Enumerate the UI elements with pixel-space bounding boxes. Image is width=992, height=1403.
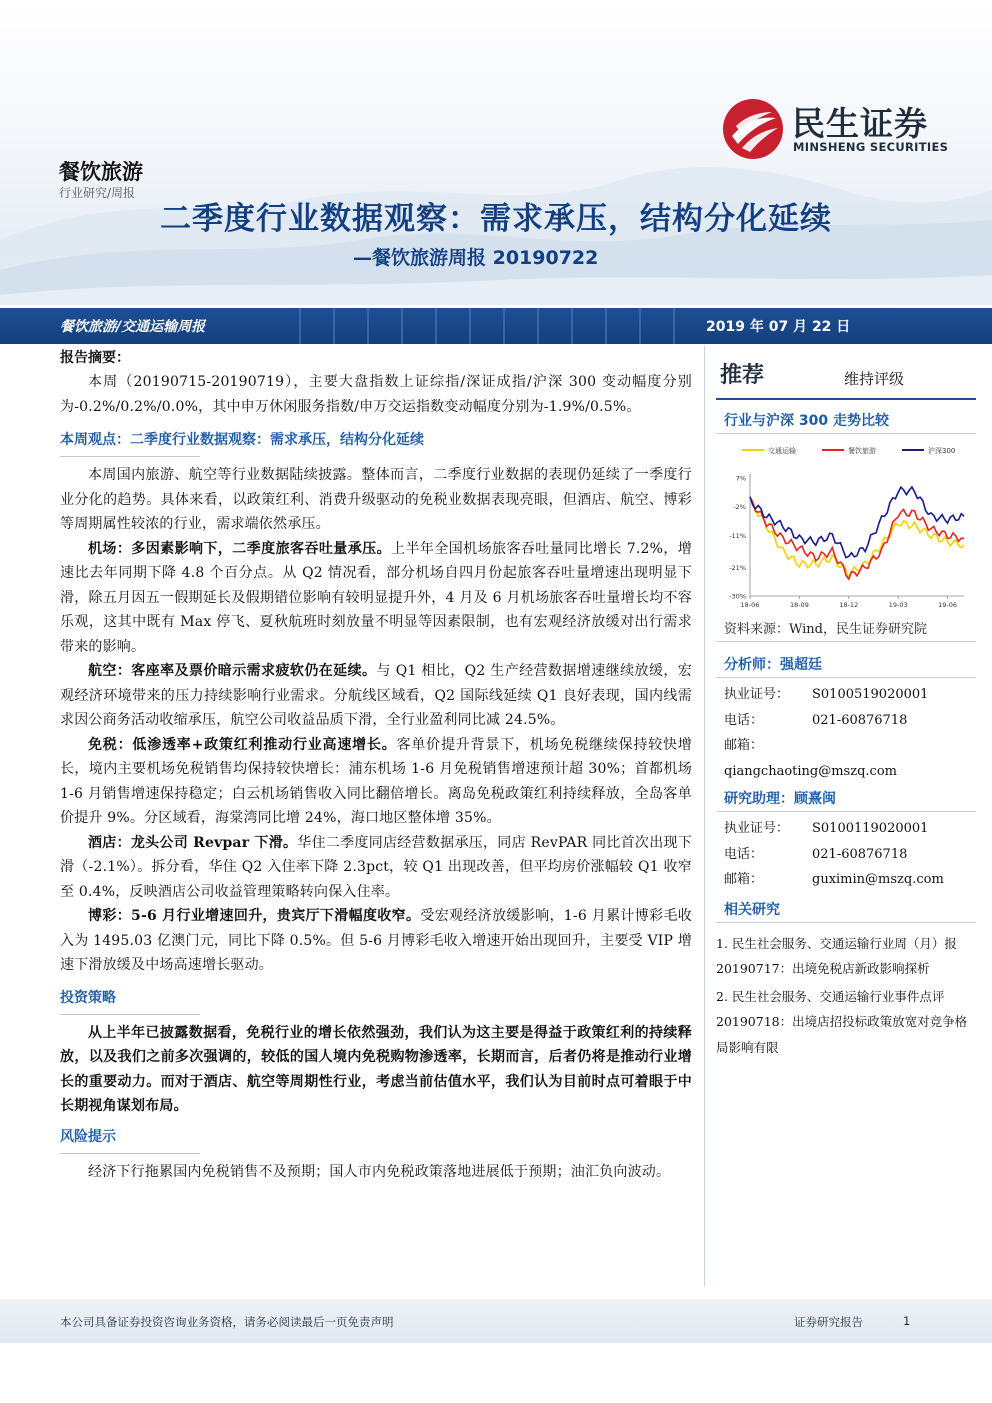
strategy-paragraph: 从上半年已披露数据看，免税行业的增长依然强劲，我们认为这主要是得益于政策红利的持续释放，以及我们之前多次强调的，较低的国人境内免税购物渗透率，长期而言，后者仍将是推动行业增长的重要动力。而对于酒店、航空等周期性行业，考虑当前估值水平，我们认为目前时点可着眼于中长期视角谋划布局。 <box>60 1024 692 1114</box>
y-tick-label: -30% <box>729 592 746 601</box>
view-paragraph: 本周国内旅游、航空等行业数据陆续披露。整体而言，二季度行业数据的表现仍延续了一季度行业分化的趋势。具体来看，以政策红利、消费升级驱动的免税业数据表现亮眼，但酒店、航空、博彩等周期属性较浓的行业，需求端依然承压。 <box>60 467 692 532</box>
legend-label: 交通运输 <box>768 447 796 455</box>
series-line <box>750 500 964 577</box>
dutyfree-text: 客单价提升背景下，机场免税继续保持较快增长，境内主要机场免税销售均保持较快增长：浦东机场 1-6 月免税销售增速预计超 30%；首都机场 1-6 月销售增速保持稳定；白云机场销售收入同比翻倍增长。离岛免税政策红利持续释放，全岛客单价提升 9%。分区域看，海棠湾同比增 24%，海口地区整体增 35%。 <box>60 736 692 826</box>
y-tick-label: -21% <box>729 563 746 572</box>
page-number: 1 <box>903 1314 911 1328</box>
dutyfree-lead: 免税：低渗透率+政策红利推动行业高速增长。 <box>88 736 397 753</box>
y-tick-label: -2% <box>733 503 746 512</box>
related-item[interactable]: 1. 民生社会服务、交通运输行业周（月）报 20190717：出境免税店新政影响探析 <box>716 935 957 976</box>
column-divider <box>704 346 705 1286</box>
bar-decoration <box>300 308 695 344</box>
section-divider <box>60 1014 200 1015</box>
report-subtitle: —餐饮旅游周报 20190722 <box>353 247 599 269</box>
airport-text: 上半年全国机场旅客吞吐量同比增长 7.2%，增速比去年同期下降 4.8 个百分点。从 Q2 情况看，部分机场自四月份起旅客吞吐量增速出现明显下滑，除五月因五一假期延长及假期错位影响有较明显提升外，4 月及 6 月机场旅客吞吐量增长均不容乐观，这其中既有 Max 停飞、夏秋航班时刻放量不明显等因素限制，也有宏观经济放缓对出行需求带来的影响。 <box>60 540 692 655</box>
assistant-license: 执业证号： S0100119020001 <box>724 821 929 836</box>
gaming-text: 受宏观经济放缓影响，1-6 月累计博彩毛收入为 1495.03 亿澳门元，同比下降 0.5%。但 5-6 月博彩毛收入增速开始出现回升，主要受 VIP 增速下滑放缓及中场高速增长驱动。 <box>60 908 692 973</box>
report-title: 二季度行业数据观察：需求承压，结构分化延续 <box>160 201 832 237</box>
industry-subtitle <box>59 184 135 192</box>
risk-heading: 风险提示 <box>60 1128 116 1145</box>
gaming-lead: 博彩：5-6 月行业增速回升，贵宾厅下滑幅度收窄。 <box>88 908 421 924</box>
section-divider <box>60 456 200 457</box>
view-heading: 本周观点：二季度行业数据观察：需求承压，结构分化延续 <box>60 432 424 448</box>
assistant-email[interactable]: 邮箱： guximin@mszq.com <box>724 872 944 887</box>
related-item[interactable]: 2. 民生社会服务、交通运输行业事件点评 20190718：出境店招投标政策放宽对竞争格局影响有限 <box>716 988 968 1055</box>
analyst-license: 执业证号： S0100519020001 <box>724 687 929 702</box>
report-date: 2019 年 07 月 22 日 <box>706 319 851 335</box>
legend-label: 沪深300 <box>928 447 956 455</box>
analyst-phone: 电话： 021-60876718 <box>724 712 908 728</box>
sidebar <box>716 350 976 1060</box>
legend-label: 餐饮旅游 <box>848 447 876 455</box>
rating-sub: 维持评级 <box>844 370 905 388</box>
aviation-paragraph <box>60 659 692 733</box>
hotel-lead: 酒店：龙头公司 Revpar 下滑。 <box>88 834 298 851</box>
x-tick-label: 18-12 <box>839 601 859 609</box>
y-tick-label: 7% <box>735 474 746 483</box>
section-divider <box>60 1153 200 1154</box>
risk-paragraph: 经济下行拖累国内免税销售不及预期；国人市内免税政策落地进展低于预期；油汇负向波动。 <box>88 1163 671 1180</box>
x-tick-label: 19-06 <box>938 601 957 609</box>
x-tick-label: 19-03 <box>888 601 908 609</box>
x-tick-label: 18-06 <box>740 601 760 609</box>
aviation-lead: 航空：客座率及票价暗示需求疲软仍在延续。 <box>88 663 377 679</box>
analyst-email[interactable]: 邮箱：qiangchaoting@mszq.com <box>724 738 897 779</box>
summary-heading: 报告摘要： <box>60 350 130 366</box>
aviation-text: 与 Q1 相比，Q2 生产经营数据增速继续放缓，宏观经济环境带来的压力持续影响行业需求。分航线区域看，Q2 国际线延续 Q1 良好表现，国内线需求因公商务活动收缩承压，航空公司收益品质下滑，全行业盈利同比减 24.5%。 <box>60 663 692 728</box>
analyst-heading: 分析师：强超廷 <box>716 650 976 678</box>
disclaimer: 本公司具备证券投资咨询业务资格，请务必阅读最后一页免责声明 <box>60 1315 394 1329</box>
trend-chart <box>716 438 976 610</box>
gaming-paragraph <box>60 904 692 978</box>
assistant-heading: 研究助理：顾熹闽 <box>716 784 976 812</box>
airport-paragraph <box>60 537 692 660</box>
hotel-paragraph <box>60 831 692 905</box>
company-name-en: MINSHENG SECURITIES <box>793 140 949 154</box>
footer-label: 证券研究报告 <box>794 1315 863 1329</box>
x-tick-label: 18-09 <box>789 601 809 609</box>
chart-title: 行业与沪深 300 走势比较 <box>716 406 976 434</box>
related-heading: 相关研究 <box>716 895 976 923</box>
company-logo-icon <box>720 96 786 162</box>
industry-name: 餐饮旅游 <box>59 160 143 184</box>
y-tick-label: -11% <box>729 531 746 540</box>
rating-box <box>716 350 976 400</box>
company-name-cn: 民生证券 <box>792 104 928 143</box>
chart-source: 资料来源：Wind，民生证券研究院 <box>716 610 976 642</box>
assistant-phone: 电话： 021-60876718 <box>724 846 908 862</box>
summary-intro: 本周（20190715-20190719），主要大盘指数上证综指/深证成指/沪深 300 变动幅度分别为-0.2%/0.2%/0.0%，其中申万休闲服务指数/申万交运指数变动幅度分别为-1.9%/0.5%。 <box>60 374 692 415</box>
strategy-heading: 投资策略 <box>60 989 116 1006</box>
report-body <box>60 346 692 1184</box>
report-category: 餐饮旅游/交通运输周报 <box>60 319 206 335</box>
dutyfree-paragraph <box>60 733 692 831</box>
rating-main: 推荐 <box>720 363 765 388</box>
airport-lead: 机场：多因素影响下，二季度旅客吞吐量承压。 <box>88 540 392 557</box>
hotel-text: 华住二季度同店经营数据承压，同店 RevPAR 同比首次出现下滑（-2.1%）。拆分看，华住 Q2 入住率下降 2.3pct，较 Q1 出现改善，但平均房价涨幅较 Q1 收窄至 0.4%，反映酒店公司收益管理策略转向保入住率。 <box>60 834 692 900</box>
